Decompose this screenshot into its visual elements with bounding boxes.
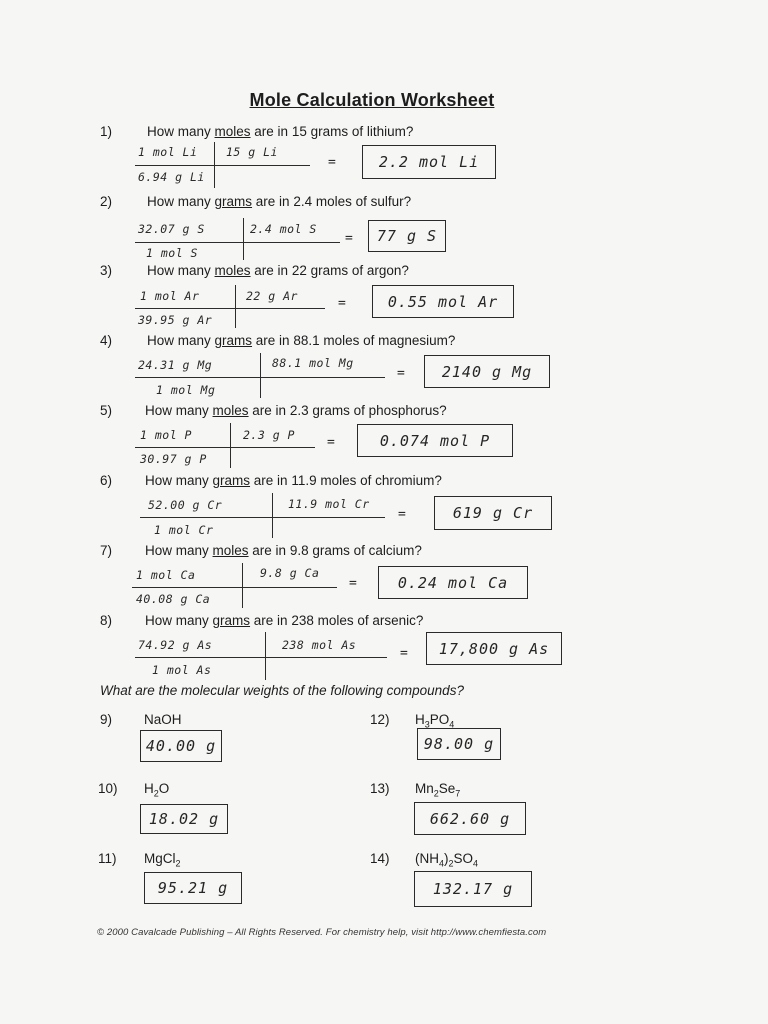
factor-top-left: 74.92 g As: [138, 638, 213, 652]
section-heading: What are the molecular weights of the following compounds?: [100, 683, 464, 698]
factor-top-right: 11.9 mol Cr: [288, 497, 370, 511]
answer-box: 2.2 mol Li: [362, 145, 496, 179]
equals-sign: =: [349, 576, 357, 591]
question-text: How many grams are in 238 moles of arsenic?: [145, 613, 424, 628]
answer-box: 0.55 mol Ar: [372, 285, 514, 318]
question-text: How many grams are in 88.1 moles of magnesium?: [147, 333, 456, 348]
factor-bottom-left: 30.97 g P: [140, 452, 207, 466]
fraction-bar: [140, 517, 385, 518]
page-title: Mole Calculation Worksheet: [249, 90, 495, 110]
factor-divider: [235, 285, 236, 328]
question-number: 11): [98, 851, 117, 866]
question-number: 5): [100, 403, 113, 418]
compound-formula: $H_3PO_4$: [415, 712, 455, 730]
factor-bottom-left: 1 mol As: [152, 663, 212, 677]
answer-box: 95.21 g: [144, 872, 242, 904]
fraction-bar: [135, 242, 340, 243]
answer-box: 0.074 mol P: [357, 424, 513, 457]
factor-bottom-left: 39.95 g Ar: [138, 313, 213, 327]
question-number: 4): [100, 333, 113, 348]
factor-top-right: 238 mol As: [282, 638, 357, 652]
question-number: 14): [370, 851, 390, 866]
factor-divider: [265, 632, 266, 680]
factor-divider: [230, 423, 231, 468]
equals-sign: =: [345, 231, 353, 246]
factor-bottom-left: 1 mol S: [146, 246, 198, 260]
question-number: 3): [100, 263, 113, 278]
factor-top-left: 1 mol P: [140, 428, 192, 442]
copyright-footer: © 2000 Cavalcade Publishing – All Rights Reserved. For chemistry help, visit http://www.chemfiesta.com: [97, 927, 547, 938]
answer-box: 132.17 g: [414, 871, 532, 907]
answer-box: 619 g Cr: [434, 496, 552, 530]
factor-top-left: 1 mol Ar: [140, 289, 200, 303]
question-text: How many grams are in 2.4 moles of sulfur?: [147, 194, 412, 209]
fraction-bar: [135, 165, 310, 166]
question-number: 7): [100, 543, 113, 558]
factor-bottom-left: 1 mol Cr: [154, 523, 214, 537]
compound-formula: $Mn_2Se_7$: [415, 781, 461, 799]
factor-top-right: 2.3 g P: [243, 428, 295, 442]
factor-divider: [243, 218, 244, 260]
factor-bottom-left: 40.08 g Ca: [136, 592, 211, 606]
factor-top-left: 1 mol Li: [138, 145, 198, 159]
factor-top-left: 52.00 g Cr: [148, 498, 223, 512]
equals-sign: =: [328, 155, 336, 170]
compound-formula: $(NH_4)_2SO_4$: [415, 851, 479, 869]
question-text: How many moles are in 15 grams of lithium?: [147, 124, 414, 139]
question-text: How many moles are in 2.3 grams of phosphorus?: [145, 403, 447, 418]
fraction-bar: [135, 308, 325, 309]
question-number: 13): [370, 781, 390, 796]
factor-top-left: 24.31 g Mg: [138, 358, 213, 372]
factor-top-left: 1 mol Ca: [136, 568, 196, 582]
factor-top-left: 32.07 g S: [138, 222, 205, 236]
question-text: How many moles are in 9.8 grams of calcium?: [145, 543, 422, 558]
question-number: 8): [100, 613, 113, 628]
question-number: 12): [370, 712, 390, 727]
equals-sign: =: [397, 366, 405, 381]
factor-top-right: 9.8 g Ca: [260, 566, 320, 580]
fraction-bar: [135, 447, 315, 448]
question-number: 2): [100, 194, 113, 209]
equals-sign: =: [400, 646, 408, 661]
factor-top-right: 2.4 mol S: [250, 222, 317, 236]
question-text: How many grams are in 11.9 moles of chromium?: [145, 473, 442, 488]
factor-bottom-left: 1 mol Mg: [156, 383, 216, 397]
answer-box: 40.00 g: [140, 730, 222, 762]
question-number: 10): [98, 781, 118, 796]
answer-box: 98.00 g: [417, 728, 501, 760]
question-number: 9): [100, 712, 113, 727]
fraction-bar: [132, 587, 337, 588]
factor-divider: [242, 563, 243, 608]
answer-box: 77 g S: [368, 220, 446, 252]
compound-formula: $H_2O$: [144, 781, 170, 799]
equals-sign: =: [338, 296, 346, 311]
factor-top-right: 22 g Ar: [246, 289, 298, 303]
factor-bottom-left: 6.94 g Li: [138, 170, 205, 184]
equals-sign: =: [398, 507, 406, 522]
equals-sign: =: [327, 435, 335, 450]
answer-box: 17,800 g As: [426, 632, 562, 665]
question-number: 6): [100, 473, 113, 488]
fraction-bar: [135, 657, 387, 658]
factor-divider: [214, 142, 215, 188]
compound-formula: NaOH: [144, 712, 182, 727]
question-number: 1): [100, 124, 113, 139]
answer-box: 662.60 g: [414, 802, 526, 835]
compound-formula: MgCl$_2$: [144, 851, 181, 869]
factor-top-right: 88.1 mol Mg: [272, 356, 354, 370]
answer-box: 0.24 mol Ca: [378, 566, 528, 599]
question-text: How many moles are in 22 grams of argon?: [147, 263, 409, 278]
factor-top-right: 15 g Li: [226, 145, 278, 159]
factor-divider: [272, 493, 273, 538]
factor-divider: [260, 353, 261, 398]
answer-box: 18.02 g: [140, 804, 228, 834]
answer-box: 2140 g Mg: [424, 355, 550, 388]
